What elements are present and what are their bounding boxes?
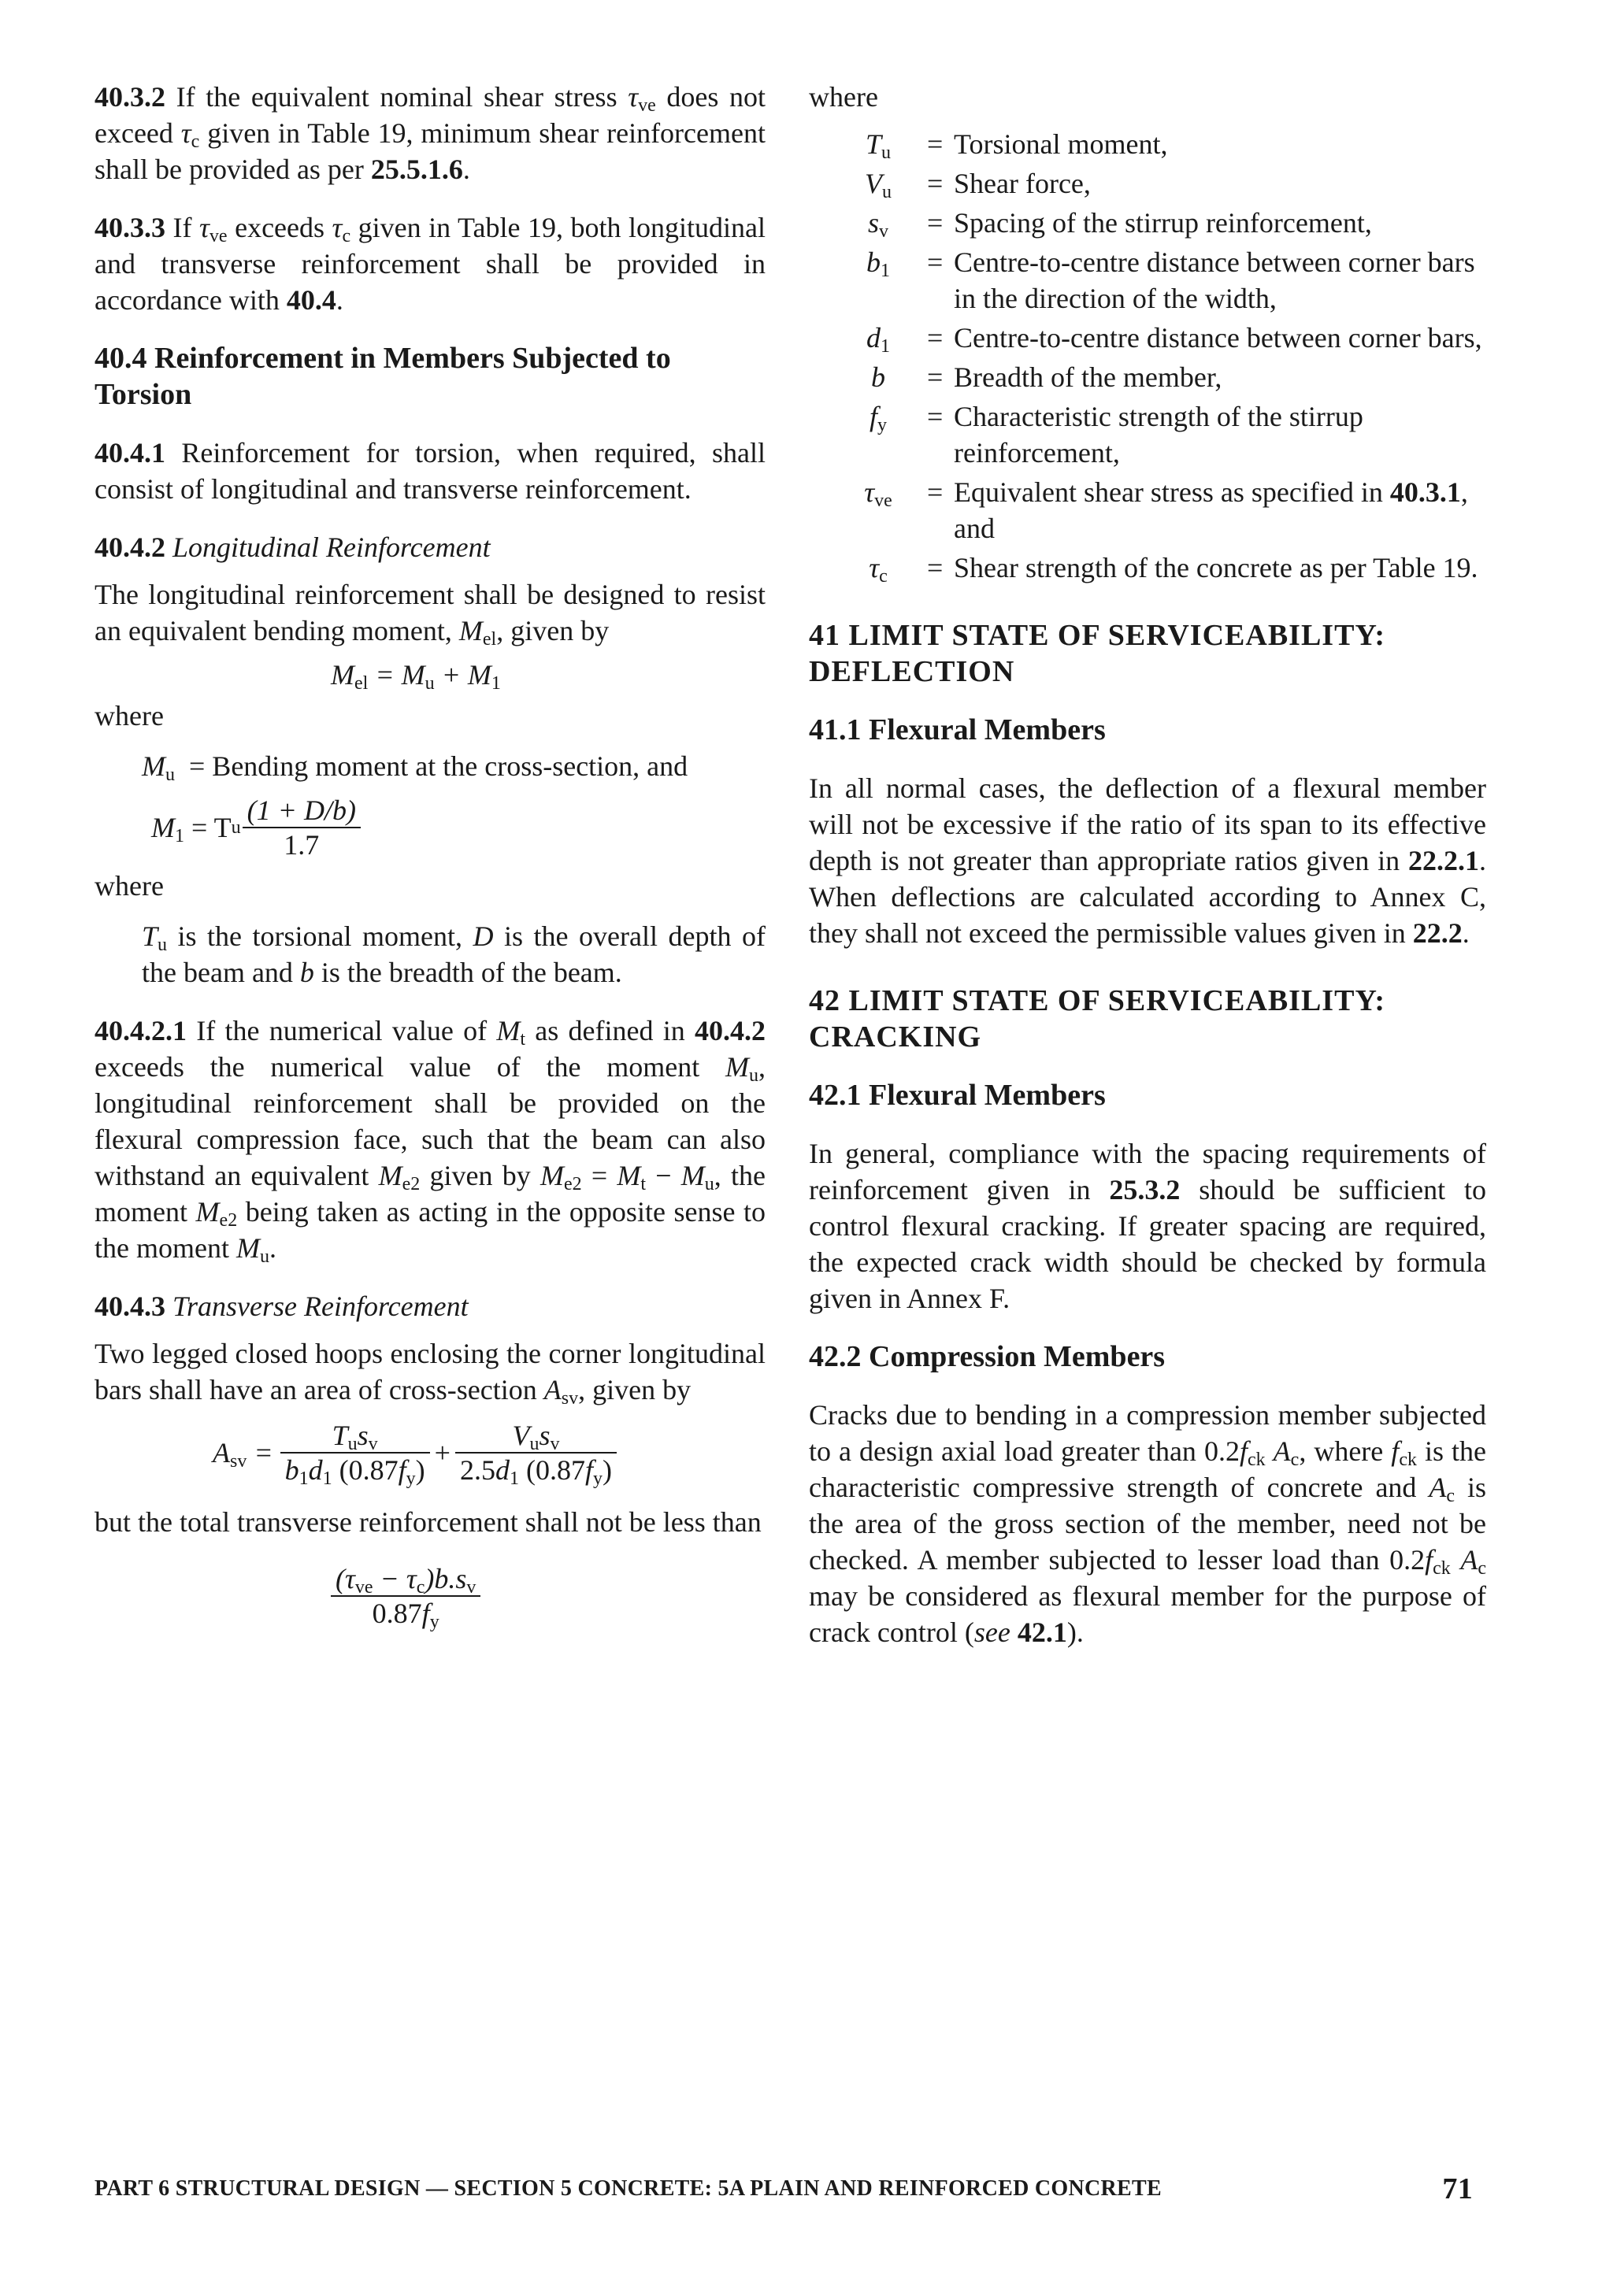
definition-row: $d_1$ = Centre-to-centre distance between corner bars, (866, 322, 1482, 357)
footer-running-title: PART 6 STRUCTURAL DESIGN — SECTION 5 CONCRETE: 5A PLAIN AND REINFORCED CONCRETE (95, 2176, 1162, 2201)
mu-definition: $M_u$ = Bending moment at the cross-section, and (142, 750, 688, 785)
heading-41: 41 LIMIT STATE OF SERVICEABILITY: DEFLECTION (809, 619, 1386, 688)
equation-min-reinforcement: $\frac{(\tau_{ve} - \tau_c)b.s_v}{0.87f_y}$ (331, 1562, 766, 1630)
heading-41-1: 41.1 Flexural Members (809, 713, 1106, 746)
clause-40-4-2-1: 40.4.2.1 If the numerical value of $M_t$ as defined in 40.4.2 exceeds the numerical value of the moment $M_u$, longitudinal reinforcement shall be provided on the flexural compression face, such that the beam can also withstand an equivalent $M_{e2}$ given by $M_{e2} = M_t - M_u$, the moment $M_{e2}$ being taken as acting in the opposite sense to the moment $M_u$. (95, 1015, 766, 1267)
definition-row: $V_u$ = Shear force, (865, 168, 1091, 202)
definition-row: $T_u$ = Torsional moment, (865, 128, 1168, 163)
equation-asv: $A_{sv}$ = $\frac{T_us_v}{b_1d_1 (0.87f_y)}$ + $\frac{V_us_v}{2.5d_1 (0.87f_y)}$ (213, 1419, 766, 1487)
clause-40-4-3-title: 40.4.3 Transverse Reinforcement (95, 1291, 469, 1322)
where-label-3: where (809, 81, 878, 113)
tu-definition: $T_u$ is the torsional moment, D is the overall depth of the beam and b is the breadth of the beam. (142, 920, 766, 988)
equation-mel: $M_{el} = M_u + M_1$ (331, 659, 501, 694)
clause-40-4-3-body: Two legged closed hoops enclosing the corner longitudinal bars shall have an area of cross-section $A_{sv}$, given by (95, 1338, 766, 1409)
clause-40-4-1: 40.4.1 Reinforcement for torsion, when required, shall consist of longitudinal and transverse reinforcement. (95, 437, 766, 505)
right-column (809, 79, 1486, 1650)
clause-40-3-3: 40.3.3 If $\tau_{ve}$ exceeds $\tau_c$ given in Table 19, both longitudinal and transverse reinforcement shall be provided in accordance with 40.4. (95, 212, 766, 316)
page-footer (95, 2172, 1473, 2205)
symbol-definitions (809, 126, 1486, 586)
equation-m1: $M_1$ = T u $\frac{(1 + D/b)}{1.7}$ (151, 791, 766, 865)
clause-42-1: In general, compliance with the spacing requirements of reinforcement given in 25.3.2 should be sufficient to control flexural cracking. If greater spacing are required, the expected crack width should be checked by formula given in Annex F. (809, 1138, 1486, 1314)
clause-41-1: In all normal cases, the deflection of a flexural member will not be excessive if the ratio of its span to its effective depth is not greater than appropriate ratios given in 22.2.1. When deflections are calculated according to Annex C, they shall not exceed the permissible values given in 22.2. (809, 772, 1486, 949)
definition-row: $s_v$ = Spacing of the stirrup reinforcement, (867, 207, 1372, 242)
definition-row: $\tau_{ve}$ = Equivalent shear stress as specified in 40.3.1, and (864, 476, 1468, 544)
heading-40-4: 40.4 Reinforcement in Members Subjected to Torsion (95, 342, 671, 411)
where-label-1: where (95, 700, 164, 731)
definition-row: $\tau_c$ = Shear strength of the concrete as per Table 19. (869, 552, 1478, 587)
heading-42-1: 42.1 Flexural Members (809, 1079, 1106, 1112)
clause-42-2: Cracks due to bending in a compression member subjected to a design axial load greater than $0.2f_{ck}$ $A_c$, where $f_{ck}$ is the characteristic compressive strength of concrete and $A_c$ is the area of the gross section of the member, need not be checked. A member subjected to lesser load than $0.2f_{ck}$ $A_c$ may be considered as flexural member for the purpose of crack control (see 42.1). (809, 1399, 1486, 1648)
definition-row: $f_y$ = Characteristic strength of the stirrup reinforcement, (869, 401, 1363, 468)
clause-40-4-2-title: 40.4.2 Longitudinal Reinforcement (95, 531, 491, 563)
definition-row: b = Breadth of the member, (871, 361, 1222, 393)
heading-42-2: 42.2 Compression Members (809, 1340, 1166, 1373)
heading-42: 42 LIMIT STATE OF SERVICEABILITY: CRACKING (809, 984, 1386, 1054)
definition-row: $b_1$ = Centre-to-centre distance between corner bars in the direction of the width, (866, 246, 1475, 314)
clause-40-4-2-body: The longitudinal reinforcement shall be designed to resist an equivalent bending moment, $M_{el}$, given by (95, 579, 766, 650)
but-text: but the total transverse reinforcement shall not be less than (95, 1506, 762, 1538)
left-column (95, 79, 766, 1630)
clause-40-3-2: 40.3.2 If the equivalent nominal shear stress $\tau_{ve}$ does not exceed $\tau_c$ given in Table 19, minimum shear reinforcement shall be provided as per 25.5.1.6. (95, 81, 766, 185)
page-number: 71 (1442, 2172, 1473, 2205)
where-label-2: where (95, 870, 164, 902)
